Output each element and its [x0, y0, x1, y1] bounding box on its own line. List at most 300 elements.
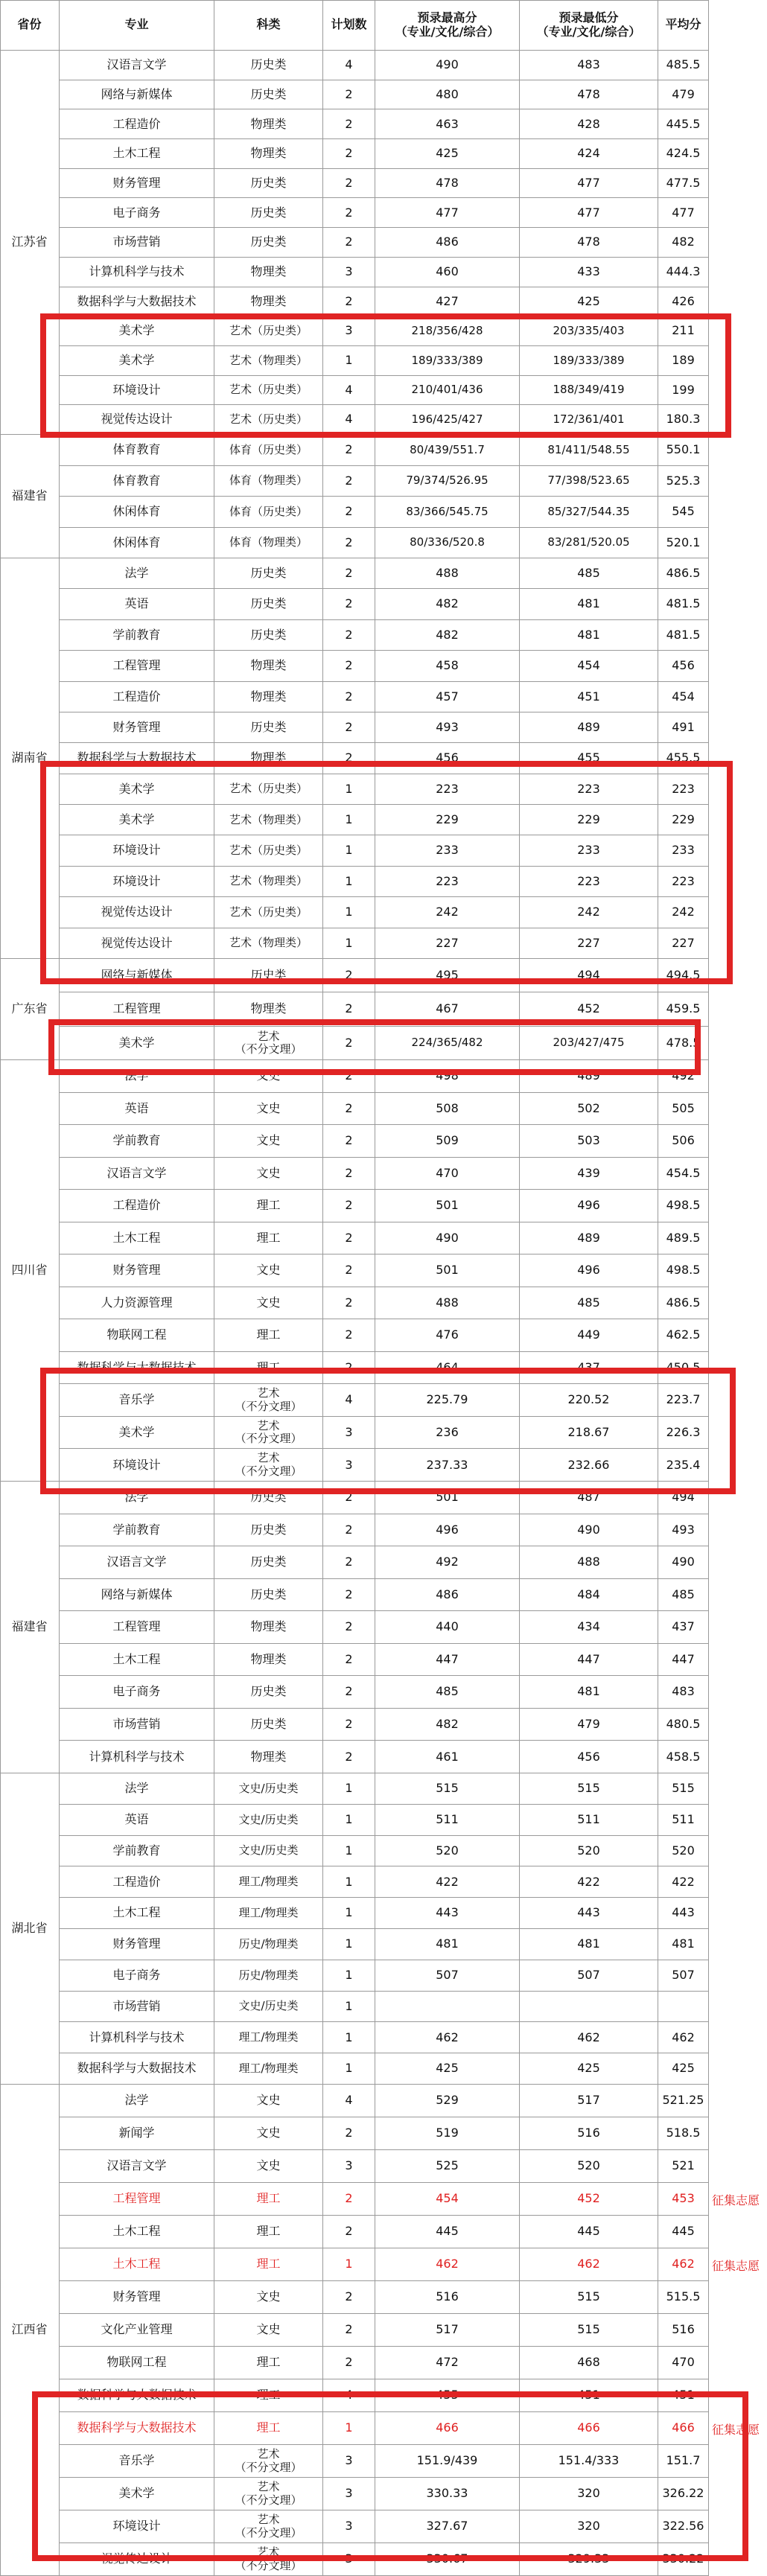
min-score-cell: 220.52 — [520, 1384, 658, 1417]
average-score-cell: 515 — [658, 1773, 709, 1805]
min-score-cell: 462 — [520, 2022, 658, 2053]
min-score-cell: 320 — [520, 2510, 658, 2543]
major-cell: 电子商务 — [60, 1960, 214, 1992]
min-score-cell: 490 — [520, 1514, 658, 1547]
plan-count-cell: 2 — [323, 712, 375, 743]
average-score-cell: 494.5 — [658, 959, 709, 992]
min-score-cell: 488 — [520, 1546, 658, 1579]
plan-count-cell: 2 — [323, 1579, 375, 1612]
category-cell: 文史 — [214, 1125, 323, 1158]
average-score-cell: 479 — [658, 80, 709, 110]
max-score-cell: 496 — [375, 1514, 520, 1547]
plan-count-cell: 1 — [323, 1898, 375, 1929]
plan-count-cell: 2 — [323, 466, 375, 497]
plan-count-cell: 2 — [323, 743, 375, 774]
min-score-cell: 466 — [520, 2412, 658, 2445]
major-cell: 环境设计 — [60, 867, 214, 897]
category-cell: 物理类 — [214, 1741, 323, 1773]
major-cell: 法学 — [60, 1773, 214, 1805]
max-score-cell: 242 — [375, 897, 520, 928]
province-cell: 福建省 — [0, 435, 60, 558]
category-cell: 艺术 （不分文理） — [214, 2478, 323, 2510]
major-cell: 汉语言文学 — [60, 2150, 214, 2183]
category-cell: 艺术（历史类） — [214, 774, 323, 805]
province-cell: 广东省 — [0, 959, 60, 1060]
category-cell: 物理类 — [214, 287, 323, 317]
min-score-cell: 445 — [520, 2216, 658, 2248]
average-score-cell: 498.5 — [658, 1190, 709, 1222]
plan-count-cell: 1 — [323, 897, 375, 928]
plan-count-cell: 1 — [323, 835, 375, 866]
max-score-cell: 477 — [375, 198, 520, 228]
min-score-cell: 481 — [520, 589, 658, 619]
plan-count-cell: 2 — [323, 139, 375, 169]
major-cell: 学前教育 — [60, 1125, 214, 1158]
major-cell: 网络与新媒体 — [60, 959, 214, 992]
max-score-cell: 467 — [375, 992, 520, 1026]
average-score-cell: 545 — [658, 497, 709, 528]
min-score-cell: 485 — [520, 558, 658, 589]
plan-count-cell: 2 — [323, 1709, 375, 1741]
average-score-cell: 462 — [658, 2022, 709, 2053]
major-cell: 工程造价 — [60, 109, 214, 139]
plan-count-cell: 2 — [323, 497, 375, 528]
plan-count-cell: 2 — [323, 1514, 375, 1547]
max-score-cell: 501 — [375, 1482, 520, 1514]
category-cell: 物理类 — [214, 1644, 323, 1677]
col-header-max-score: 预录最高分 （专业/文化/综合） — [375, 0, 520, 51]
plan-count-cell: 2 — [323, 1741, 375, 1773]
max-score-cell: 488 — [375, 1287, 520, 1320]
plan-count-cell: 2 — [323, 2117, 375, 2150]
max-score-cell: 485 — [375, 1676, 520, 1709]
major-cell: 网络与新媒体 — [60, 80, 214, 110]
max-score-cell: 466 — [375, 2412, 520, 2445]
major-cell: 土木工程 — [60, 2248, 214, 2281]
max-score-cell: 470 — [375, 1158, 520, 1190]
max-score-cell: 493 — [375, 712, 520, 743]
average-score-cell: 489.5 — [658, 1222, 709, 1255]
major-cell: 计算机科学与技术 — [60, 1741, 214, 1773]
min-score-cell: 227 — [520, 928, 658, 959]
min-score-cell: 494 — [520, 959, 658, 992]
average-score-cell: 511 — [658, 1805, 709, 1836]
province-cell: 湖南省 — [0, 558, 60, 959]
min-score-cell: 428 — [520, 109, 658, 139]
min-score-cell: 483 — [520, 51, 658, 80]
major-cell: 美术学 — [60, 316, 214, 346]
min-score-cell: 172/361/401 — [520, 405, 658, 435]
plan-count-cell: 2 — [323, 198, 375, 228]
plan-count-cell: 1 — [323, 774, 375, 805]
plan-count-cell: 2 — [323, 959, 375, 992]
max-score-cell: 425 — [375, 139, 520, 169]
major-cell: 美术学 — [60, 774, 214, 805]
category-cell: 艺术（历史类） — [214, 376, 323, 406]
average-score-cell: 481.5 — [658, 620, 709, 651]
average-score-cell: 223 — [658, 867, 709, 897]
max-score-cell: 455 — [375, 2379, 520, 2412]
major-cell: 英语 — [60, 1805, 214, 1836]
min-score-cell: 223 — [520, 774, 658, 805]
major-cell: 学前教育 — [60, 1836, 214, 1867]
max-score-cell: 472 — [375, 2347, 520, 2379]
average-score-cell: 515.5 — [658, 2281, 709, 2314]
major-cell: 汉语言文学 — [60, 1158, 214, 1190]
min-score-cell: 468 — [520, 2347, 658, 2379]
average-score-cell: 462.5 — [658, 1319, 709, 1352]
max-score-cell: 511 — [375, 1805, 520, 1836]
average-score-cell: 486.5 — [658, 558, 709, 589]
min-score-cell: 424 — [520, 139, 658, 169]
max-score-cell: 227 — [375, 928, 520, 959]
min-score-cell: 189/333/389 — [520, 346, 658, 376]
min-score-cell: 515 — [520, 2281, 658, 2314]
plan-count-cell: 4 — [323, 376, 375, 406]
average-score-cell: 445 — [658, 2216, 709, 2248]
major-cell: 视觉传达设计 — [60, 2543, 214, 2576]
major-cell: 体育教育 — [60, 435, 214, 466]
plan-count-cell: 1 — [323, 2053, 375, 2085]
average-score-cell: 482 — [658, 228, 709, 258]
average-score-cell: 424.5 — [658, 139, 709, 169]
min-score-cell: 451 — [520, 2379, 658, 2412]
min-score-cell: 320 — [520, 2478, 658, 2510]
category-cell: 艺术 （不分文理） — [214, 1027, 323, 1060]
min-score-cell: 151.4/333 — [520, 2445, 658, 2478]
plan-count-cell: 2 — [323, 528, 375, 559]
category-cell: 文史 — [214, 1060, 323, 1093]
max-score-cell — [375, 1992, 520, 2023]
min-score-cell: 188/349/419 — [520, 376, 658, 406]
plan-count-cell: 2 — [323, 2347, 375, 2379]
category-cell: 历史类 — [214, 558, 323, 589]
category-cell: 历史类 — [214, 51, 323, 80]
category-cell: 艺术 （不分文理） — [214, 2543, 323, 2576]
average-score-cell: 322.56 — [658, 2510, 709, 2543]
average-score-cell: 485 — [658, 1579, 709, 1612]
plan-count-cell: 2 — [323, 109, 375, 139]
min-score-cell: 449 — [520, 1319, 658, 1352]
max-score-cell: 525 — [375, 2150, 520, 2183]
major-cell: 工程管理 — [60, 651, 214, 681]
major-cell: 美术学 — [60, 346, 214, 376]
category-cell: 体育（物理类） — [214, 528, 323, 559]
category-cell: 文史 — [214, 1287, 323, 1320]
major-cell: 美术学 — [60, 1027, 214, 1060]
min-score-cell: 516 — [520, 2117, 658, 2150]
major-cell: 环境设计 — [60, 376, 214, 406]
category-cell: 文史/历史类 — [214, 1992, 323, 2023]
max-score-cell: 515 — [375, 1773, 520, 1805]
max-score-cell: 481 — [375, 1929, 520, 1960]
category-cell: 艺术（历史类） — [214, 835, 323, 866]
average-score-cell: 211 — [658, 316, 709, 346]
plan-count-cell: 4 — [323, 51, 375, 80]
major-cell: 视觉传达设计 — [60, 897, 214, 928]
plan-count-cell: 2 — [323, 1676, 375, 1709]
major-cell: 工程造价 — [60, 682, 214, 712]
plan-count-cell: 2 — [323, 2314, 375, 2347]
max-score-cell: 327.67 — [375, 2510, 520, 2543]
major-cell: 电子商务 — [60, 1676, 214, 1709]
category-cell: 理工 — [214, 2248, 323, 2281]
average-score-cell: 485.5 — [658, 51, 709, 80]
supplementary-application-note: 征集志愿 — [712, 2193, 760, 2207]
max-score-cell: 236 — [375, 1417, 520, 1450]
average-score-cell: 227 — [658, 928, 709, 959]
category-cell: 艺术（物理类） — [214, 867, 323, 897]
average-score-cell: 425 — [658, 2053, 709, 2085]
major-cell: 人力资源管理 — [60, 1287, 214, 1320]
average-score-cell: 498.5 — [658, 1254, 709, 1287]
min-score-cell: 422 — [520, 1866, 658, 1898]
category-cell: 理工 — [214, 2183, 323, 2216]
plan-count-cell: 1 — [323, 346, 375, 376]
max-score-cell: 462 — [375, 2022, 520, 2053]
major-cell: 财务管理 — [60, 1929, 214, 1960]
average-score-cell: 480.5 — [658, 1709, 709, 1741]
major-cell: 法学 — [60, 558, 214, 589]
min-score-cell: 443 — [520, 1898, 658, 1929]
category-cell: 历史类 — [214, 959, 323, 992]
average-score-cell: 229 — [658, 805, 709, 835]
major-cell: 市场营销 — [60, 1992, 214, 2023]
major-cell: 视觉传达设计 — [60, 405, 214, 435]
category-cell: 理工 — [214, 1190, 323, 1222]
max-score-cell: 440 — [375, 1611, 520, 1644]
max-score-cell: 229 — [375, 805, 520, 835]
average-score-cell: 459.5 — [658, 992, 709, 1026]
category-cell: 文史 — [214, 2085, 323, 2117]
average-score-cell: 233 — [658, 835, 709, 866]
category-cell: 艺术 （不分文理） — [214, 1417, 323, 1450]
min-score-cell: 489 — [520, 1060, 658, 1093]
plan-count-cell: 1 — [323, 2248, 375, 2281]
min-score-cell — [520, 1992, 658, 2023]
col-header-average: 平均分 — [658, 0, 709, 51]
category-cell: 理工 — [214, 1319, 323, 1352]
max-score-cell: 507 — [375, 1960, 520, 1992]
category-cell: 理工 — [214, 2347, 323, 2379]
plan-count-cell: 2 — [323, 1482, 375, 1514]
min-score-cell: 502 — [520, 1093, 658, 1126]
average-score-cell: 506 — [658, 1125, 709, 1158]
min-score-cell: 484 — [520, 1579, 658, 1612]
major-cell: 数据科学与大数据技术 — [60, 1352, 214, 1385]
major-cell: 市场营销 — [60, 228, 214, 258]
average-score-cell: 151.7 — [658, 2445, 709, 2478]
min-score-cell: 507 — [520, 1960, 658, 1992]
col-header-major: 专业 — [60, 0, 214, 51]
max-score-cell: 478 — [375, 169, 520, 199]
major-cell: 工程造价 — [60, 1866, 214, 1898]
plan-count-cell: 2 — [323, 435, 375, 466]
category-cell: 历史类 — [214, 620, 323, 651]
category-cell: 艺术（历史类） — [214, 316, 323, 346]
major-cell: 物联网工程 — [60, 2347, 214, 2379]
min-score-cell: 479 — [520, 1709, 658, 1741]
plan-count-cell: 2 — [323, 169, 375, 199]
category-cell: 文史 — [214, 2314, 323, 2347]
average-score-cell: 455.5 — [658, 743, 709, 774]
major-cell: 新闻学 — [60, 2117, 214, 2150]
category-cell: 艺术（物理类） — [214, 805, 323, 835]
average-score-cell: 450.5 — [658, 1352, 709, 1385]
major-cell: 土木工程 — [60, 1644, 214, 1677]
max-score-cell: 443 — [375, 1898, 520, 1929]
category-cell: 理工/物理类 — [214, 1866, 323, 1898]
major-cell: 土木工程 — [60, 1222, 214, 1255]
category-cell: 艺术（历史类） — [214, 405, 323, 435]
major-cell: 美术学 — [60, 2478, 214, 2510]
category-cell: 文史 — [214, 2117, 323, 2150]
plan-count-cell: 2 — [323, 1352, 375, 1385]
category-cell: 艺术（物理类） — [214, 346, 323, 376]
major-cell: 数据科学与大数据技术 — [60, 2379, 214, 2412]
max-score-cell: 501 — [375, 1254, 520, 1287]
category-cell: 物理类 — [214, 651, 323, 681]
average-score-cell: 422 — [658, 1866, 709, 1898]
max-score-cell: 225.79 — [375, 1384, 520, 1417]
min-score-cell: 83/281/520.05 — [520, 528, 658, 559]
min-score-cell: 481 — [520, 1676, 658, 1709]
average-score-cell: 470 — [658, 2347, 709, 2379]
min-score-cell: 481 — [520, 1929, 658, 1960]
min-score-cell: 478 — [520, 80, 658, 110]
plan-count-cell: 2 — [323, 1027, 375, 1060]
min-score-cell: 496 — [520, 1190, 658, 1222]
plan-count-cell: 2 — [323, 1125, 375, 1158]
plan-count-cell: 3 — [323, 2543, 375, 2576]
min-score-cell: 77/398/523.65 — [520, 466, 658, 497]
plan-count-cell: 4 — [323, 1384, 375, 1417]
average-score-cell: 330.22 — [658, 2543, 709, 2576]
major-cell: 财务管理 — [60, 1254, 214, 1287]
average-score-cell: 180.3 — [658, 405, 709, 435]
plan-count-cell: 2 — [323, 1611, 375, 1644]
min-score-cell: 233 — [520, 835, 658, 866]
min-score-cell: 454 — [520, 651, 658, 681]
min-score-cell: 81/411/548.55 — [520, 435, 658, 466]
category-cell: 物理类 — [214, 682, 323, 712]
category-cell: 理工 — [214, 1222, 323, 1255]
category-cell: 历史类 — [214, 1514, 323, 1547]
max-score-cell: 457 — [375, 682, 520, 712]
major-cell: 英语 — [60, 589, 214, 619]
plan-count-cell: 4 — [323, 405, 375, 435]
major-cell: 汉语言文学 — [60, 51, 214, 80]
major-cell: 财务管理 — [60, 169, 214, 199]
average-score-cell: 199 — [658, 376, 709, 406]
max-score-cell: 498 — [375, 1060, 520, 1093]
category-cell: 历史类 — [214, 80, 323, 110]
max-score-cell: 330.33 — [375, 2478, 520, 2510]
max-score-cell: 490 — [375, 51, 520, 80]
max-score-cell: 224/365/482 — [375, 1027, 520, 1060]
min-score-cell: 232.66 — [520, 1449, 658, 1482]
plan-count-cell: 1 — [323, 867, 375, 897]
category-cell: 文史 — [214, 1254, 323, 1287]
average-score-cell: 483 — [658, 1676, 709, 1709]
category-cell: 历史类 — [214, 1482, 323, 1514]
min-score-cell: 203/335/403 — [520, 316, 658, 346]
plan-count-cell: 3 — [323, 2150, 375, 2183]
average-score-cell: 550.1 — [658, 435, 709, 466]
min-score-cell: 452 — [520, 2183, 658, 2216]
average-score-cell: 486.5 — [658, 1287, 709, 1320]
max-score-cell: 486 — [375, 1579, 520, 1612]
max-score-cell: 218/356/428 — [375, 316, 520, 346]
min-score-cell: 229 — [520, 805, 658, 835]
major-cell: 休闲体育 — [60, 528, 214, 559]
average-score-cell: 226.3 — [658, 1417, 709, 1450]
major-cell: 学前教育 — [60, 1514, 214, 1547]
category-cell: 物理类 — [214, 258, 323, 287]
min-score-cell: 242 — [520, 897, 658, 928]
plan-count-cell: 2 — [323, 1254, 375, 1287]
category-cell: 文史/历史类 — [214, 1836, 323, 1867]
max-score-cell: 492 — [375, 1546, 520, 1579]
major-cell: 数据科学与大数据技术 — [60, 2053, 214, 2085]
category-cell: 艺术（物理类） — [214, 928, 323, 959]
major-cell: 休闲体育 — [60, 497, 214, 528]
max-score-cell: 463 — [375, 109, 520, 139]
category-cell: 文史/历史类 — [214, 1805, 323, 1836]
plan-count-cell: 2 — [323, 2183, 375, 2216]
category-cell: 历史/物理类 — [214, 1960, 323, 1992]
average-score-cell: 478.5 — [658, 1027, 709, 1060]
plan-count-cell: 2 — [323, 80, 375, 110]
supplementary-application-note: 征集志愿 — [712, 2422, 760, 2437]
category-cell: 历史类 — [214, 712, 323, 743]
col-header-category: 科类 — [214, 0, 323, 51]
max-score-cell: 461 — [375, 1741, 520, 1773]
min-score-cell: 487 — [520, 1482, 658, 1514]
major-cell: 土木工程 — [60, 139, 214, 169]
major-cell: 数据科学与大数据技术 — [60, 2412, 214, 2445]
min-score-cell: 511 — [520, 1805, 658, 1836]
max-score-cell: 456 — [375, 743, 520, 774]
plan-count-cell: 2 — [323, 2216, 375, 2248]
min-score-cell: 437 — [520, 1352, 658, 1385]
max-score-cell: 488 — [375, 558, 520, 589]
max-score-cell: 237.33 — [375, 1449, 520, 1482]
average-score-cell: 481 — [658, 1929, 709, 1960]
min-score-cell: 447 — [520, 1644, 658, 1677]
category-cell: 文史 — [214, 2150, 323, 2183]
plan-count-cell: 2 — [323, 589, 375, 619]
average-score-cell: 494 — [658, 1482, 709, 1514]
plan-count-cell: 4 — [323, 2085, 375, 2117]
category-cell: 物理类 — [214, 139, 323, 169]
min-score-cell: 85/327/544.35 — [520, 497, 658, 528]
category-cell: 物理类 — [214, 109, 323, 139]
major-cell: 工程造价 — [60, 1190, 214, 1222]
province-cell: 江苏省 — [0, 51, 60, 435]
plan-count-cell: 2 — [323, 1546, 375, 1579]
category-cell: 文史 — [214, 1158, 323, 1190]
average-score-cell: 516 — [658, 2314, 709, 2347]
major-cell: 法学 — [60, 1482, 214, 1514]
max-score-cell: 464 — [375, 1352, 520, 1385]
category-cell: 艺术（历史类） — [214, 897, 323, 928]
major-cell: 工程管理 — [60, 1611, 214, 1644]
average-score-cell: 223.7 — [658, 1384, 709, 1417]
major-cell: 工程管理 — [60, 992, 214, 1026]
province-cell: 福建省 — [0, 1482, 60, 1773]
average-score-cell: 445.5 — [658, 109, 709, 139]
